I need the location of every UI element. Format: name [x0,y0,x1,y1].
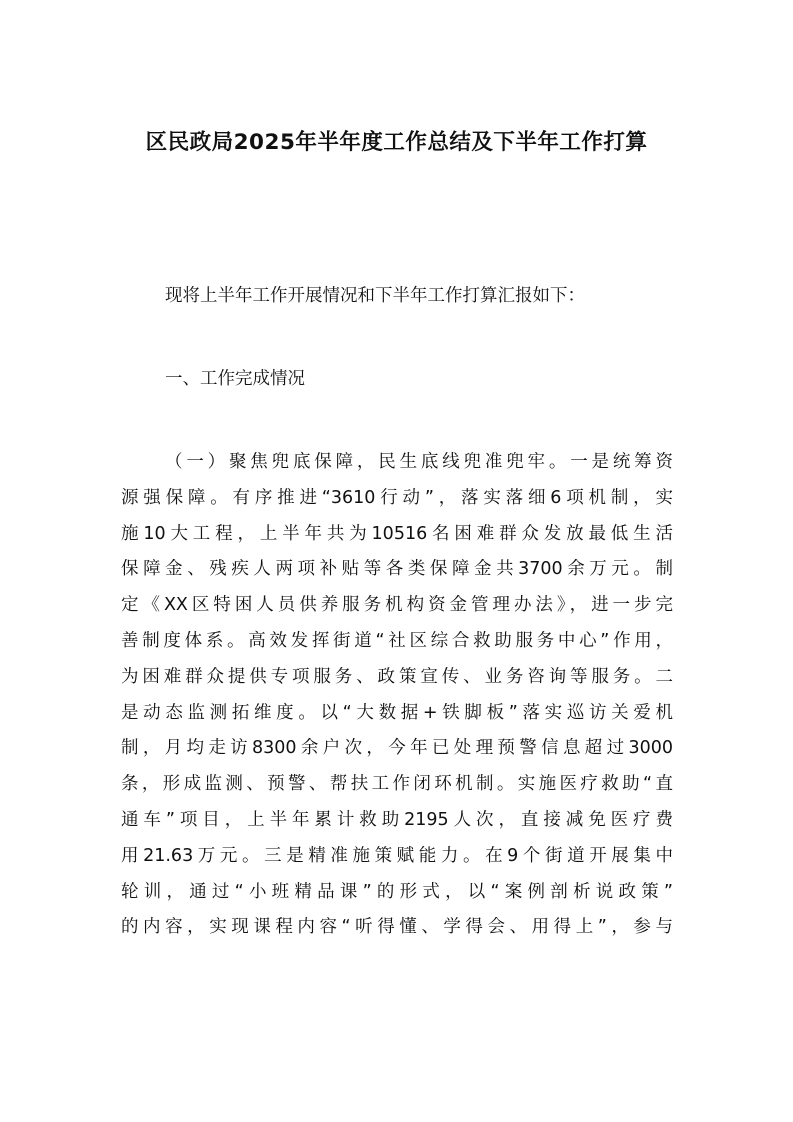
paragraph-line: 条，形成监测、预警、帮扶工作闭环机制。实施医疗救助“直 [121,774,673,795]
paragraph-line: 保障金、残疾人两项补贴等各类保障金共3700余万元。制 [121,559,673,580]
paragraph-line: 善制度体系。高效发挥街道“社区综合救助服务中心”作用， [121,630,673,651]
paragraph-line: 施10大工程，上半年共为10516名困难群众发放最低生活 [121,523,673,544]
paragraph-line: 制，月均走访8300余户次，今年已处理预警信息超过3000 [121,738,673,759]
paragraph-line: 定《XX区特困人员供养服务机构资金管理办法》，进一步完 [121,595,673,616]
intro-paragraph: 现将上半年工作开展情况和下半年工作打算汇报如下： [165,286,585,306]
paragraph-line: 用21.63万元。三是精准施策赋能力。在9个街道开展集中 [121,845,673,866]
paragraph-line: 轮训，通过“小班精品课”的形式，以“案例剖析说政策” [121,881,673,902]
paragraph-line: 的内容，实现课程内容“听得懂、学得会、用得上”，参与 [121,917,673,938]
section-heading: 一、工作完成情况 [165,369,305,389]
paragraph-line: 是动态监测拓维度。以“大数据+铁脚板”落实巡访关爱机 [121,702,673,723]
document-title: 区民政局2025年半年度工作总结及下半年工作打算 [145,130,648,155]
paragraph-line: （一）聚焦兜底保障，民生底线兜准兜牢。一是统筹资 [165,452,673,472]
paragraph-line: 通车”项目，上半年累计救助2195人次，直接减免医疗费 [121,809,673,830]
body-paragraph [121,448,673,949]
paragraph-line: 为困难群众提供专项服务、政策宣传、业务咨询等服务。二 [121,666,673,687]
paragraph-line: 源强保障。有序推进“3610行动”，落实落细6项机制，实 [121,487,673,508]
